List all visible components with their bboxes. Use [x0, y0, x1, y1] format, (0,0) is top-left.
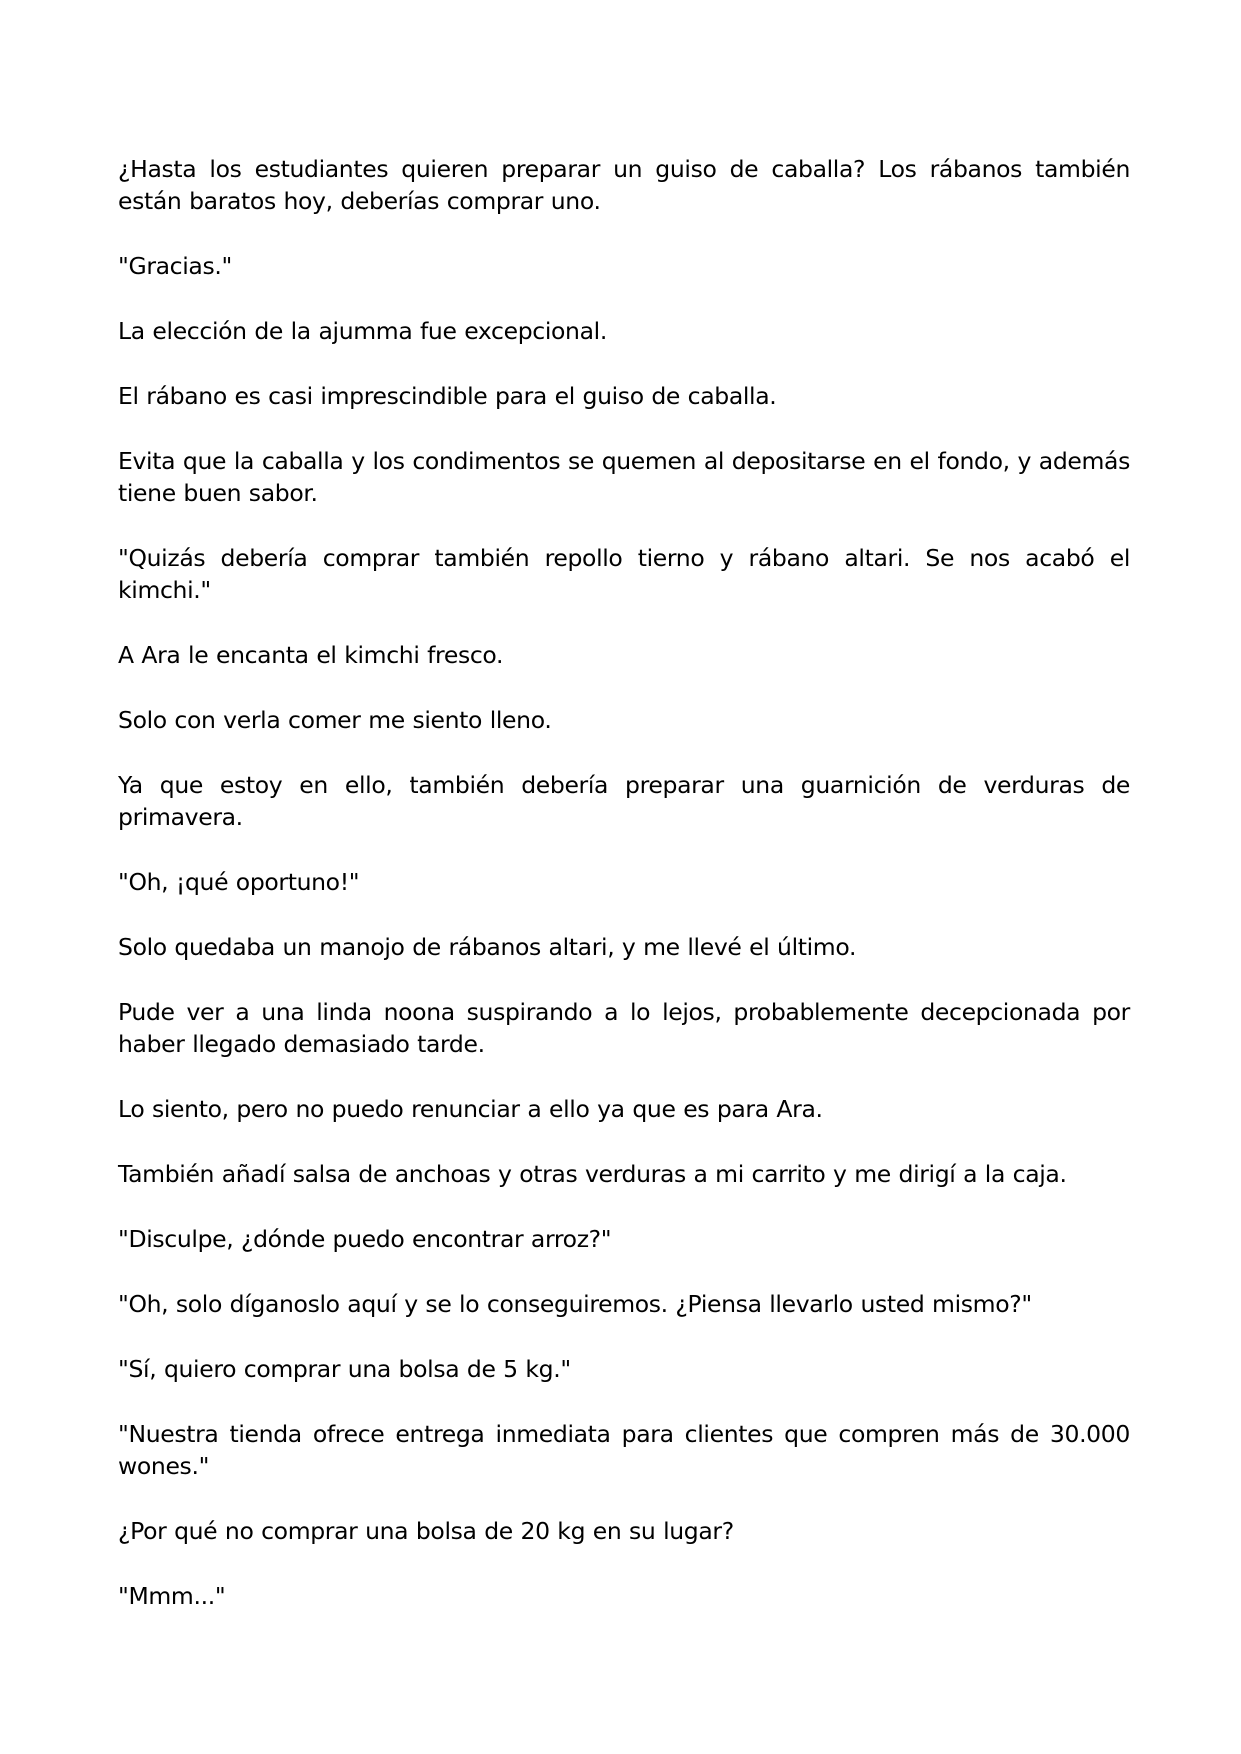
document-body	[118, 153, 1130, 1645]
paragraph: ¿Hasta los estudiantes quieren preparar un guiso de caballa? Los rábanos también están baratos hoy, deberías comprar uno.	[118, 155, 1130, 215]
paragraph: Pude ver a una linda noona suspirando a lo lejos, probablemente decepcionada por haber llegado demasiado tarde.	[118, 998, 1130, 1058]
paragraph: Lo siento, pero no puedo renunciar a ello ya que es para Ara.	[118, 1095, 823, 1123]
paragraph: "Disculpe, ¿dónde puedo encontrar arroz?"	[118, 1225, 612, 1253]
paragraph: Solo quedaba un manojo de rábanos altari, y me llevé el último.	[118, 933, 857, 961]
paragraph: "Sí, quiero comprar una bolsa de 5 kg."	[118, 1355, 571, 1383]
paragraph: "Gracias."	[118, 252, 232, 280]
paragraph: "Mmm..."	[118, 1582, 226, 1610]
paragraph: Evita que la caballa y los condimentos se quemen al depositarse en el fondo, y además tiene buen sabor.	[118, 447, 1130, 507]
paragraph: ¿Por qué no comprar una bolsa de 20 kg en su lugar?	[118, 1517, 734, 1545]
paragraph: "Nuestra tienda ofrece entrega inmediata para clientes que compren más de 30.000 wones."	[118, 1420, 1130, 1480]
paragraph: También añadí salsa de anchoas y otras verduras a mi carrito y me dirigí a la caja.	[118, 1160, 1067, 1188]
paragraph: "Oh, ¡qué oportuno!"	[118, 868, 360, 896]
paragraph: "Oh, solo díganoslo aquí y se lo conseguiremos. ¿Piensa llevarlo usted mismo?"	[118, 1290, 1032, 1318]
paragraph: Solo con verla comer me siento lleno.	[118, 706, 552, 734]
paragraph: El rábano es casi imprescindible para el guiso de caballa.	[118, 382, 777, 410]
paragraph: Ya que estoy en ello, también debería preparar una guarnición de verduras de primavera.	[118, 771, 1130, 831]
paragraph: La elección de la ajumma fue excepcional.	[118, 317, 607, 345]
paragraph: A Ara le encanta el kimchi fresco.	[118, 641, 504, 669]
paragraph: "Quizás debería comprar también repollo tierno y rábano altari. Se nos acabó el kimchi."	[118, 544, 1130, 604]
